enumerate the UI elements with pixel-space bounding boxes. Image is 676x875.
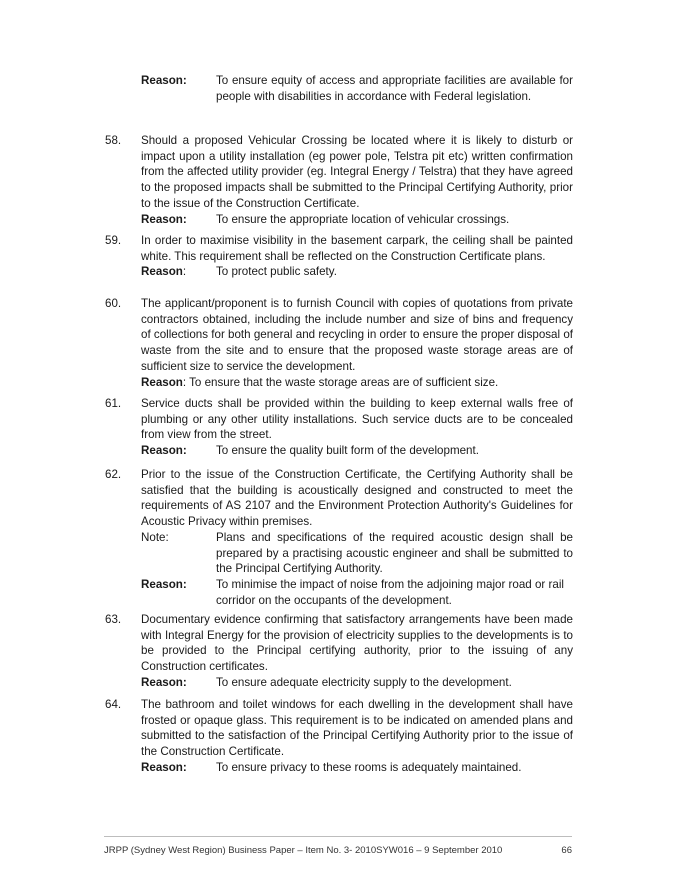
condition-text: Should a proposed Vehicular Crossing be located where it is likely to disturb or impact upon a utility installation (eg power pole, Telstra pit etc) written confirmation from the affected utility provider (eg. Integral Energy / Telstra) that they have agreed to the proposed impacts shall be submitted to the Principal Certifying Authority, prior to the issue of the Construction Certificate. — [141, 134, 573, 210]
reason-label: Reason: — [141, 74, 187, 87]
condition-text: Prior to the issue of the Construction Certificate, the Certifying Authority shall be satisfied that the building is acoustically designed and constructed to meet the requirements of AS 2107 and the Environment Protection Authority's Guidelines for Acoustic Privacy within premises. — [141, 468, 573, 529]
condition-number: 60. — [105, 297, 122, 310]
footer-text: JRPP (Sydney West Region) Business Paper – Item No. 3- 2010SYW016 – 9 September 2010 — [104, 845, 503, 856]
reason-text: To protect public safety. — [216, 265, 337, 279]
condition-61 — [105, 396, 573, 459]
reason-label: Reason: — [141, 212, 187, 226]
reason-label: Reason: — [141, 760, 187, 774]
condition-text: The applicant/proponent is to furnish Council with copies of quotations from private contractors obtained, including the include number and size of bins and frequency of collections for both general and recycling in order to ensure the proper disposal of waste from the site and to ensure that the proposed waste storage areas are of sufficient size to service the development. — [141, 297, 573, 373]
condition-text: Service ducts shall be provided within the building to keep external walls free of plumbing or any other utility installations. Such service ducts are to be concealed from view from the street. — [141, 397, 573, 442]
reason-text: : To ensure that the waste storage areas are of sufficient size. — [182, 375, 499, 389]
condition-59 — [105, 233, 573, 280]
footer-divider — [104, 836, 572, 837]
condition-text: The bathroom and toilet windows for each dwelling in the development shall have frosted or opaque glass. This requirement is to be indicated on amended plans and submitted to the satisfaction of the Principal Certifying Authority prior to the issue of the Construction Certificate. — [141, 698, 573, 759]
reason-label: Reason — [141, 375, 183, 389]
note-label: Note: — [141, 530, 169, 544]
reason-label: Reason: — [141, 265, 187, 279]
condition-number: 59. — [105, 234, 122, 247]
note-text: Plans and specifications of the required acoustic design shall be prepared by a practising acoustic engineer and shall be submitted to the Principal Certifying Authority. — [216, 530, 573, 576]
condition-number: 63. — [105, 613, 122, 626]
reason-text: To ensure adequate electricity supply to the development. — [216, 675, 512, 689]
condition-number: 64. — [105, 698, 122, 711]
reason-text: To ensure the quality built form of the development. — [216, 444, 479, 458]
condition-58 — [105, 133, 573, 227]
condition-62 — [105, 467, 573, 608]
condition-number: 58. — [105, 134, 122, 147]
condition-text: Documentary evidence confirming that satisfactory arrangements have been made with Integral Energy for the provision of electricity supplies to the developments is to be provided to the Principal certifying authority, prior to the issuing of any Construction certificates. — [141, 613, 573, 674]
reason-label: Reason: — [141, 444, 187, 458]
condition-64 — [105, 697, 573, 776]
reason-label: Reason: — [141, 675, 187, 689]
condition-60 — [105, 296, 573, 390]
reason-label: Reason: — [141, 577, 187, 591]
reason-inline — [141, 375, 573, 391]
reason-text: To minimise the impact of noise from the adjoining major road or rail corridor on the occupants of the development. — [216, 577, 564, 607]
intro-reason — [141, 73, 573, 104]
reason-text: To ensure equity of access and appropriate facilities are available for people with disabilities in accordance with Federal legislation. — [216, 74, 573, 103]
reason-text: To ensure the appropriate location of vehicular crossings. — [216, 212, 510, 226]
condition-number: 62. — [105, 468, 122, 481]
reason-text: To ensure privacy to these rooms is adequately maintained. — [216, 760, 522, 774]
page-footer — [104, 845, 572, 856]
page-number: 66 — [561, 845, 572, 856]
condition-text: In order to maximise visibility in the basement carpark, the ceiling shall be painted white. This requirement shall be reflected on the Construction Certificate plans. — [141, 234, 573, 263]
condition-63 — [105, 612, 573, 691]
condition-number: 61. — [105, 397, 122, 410]
